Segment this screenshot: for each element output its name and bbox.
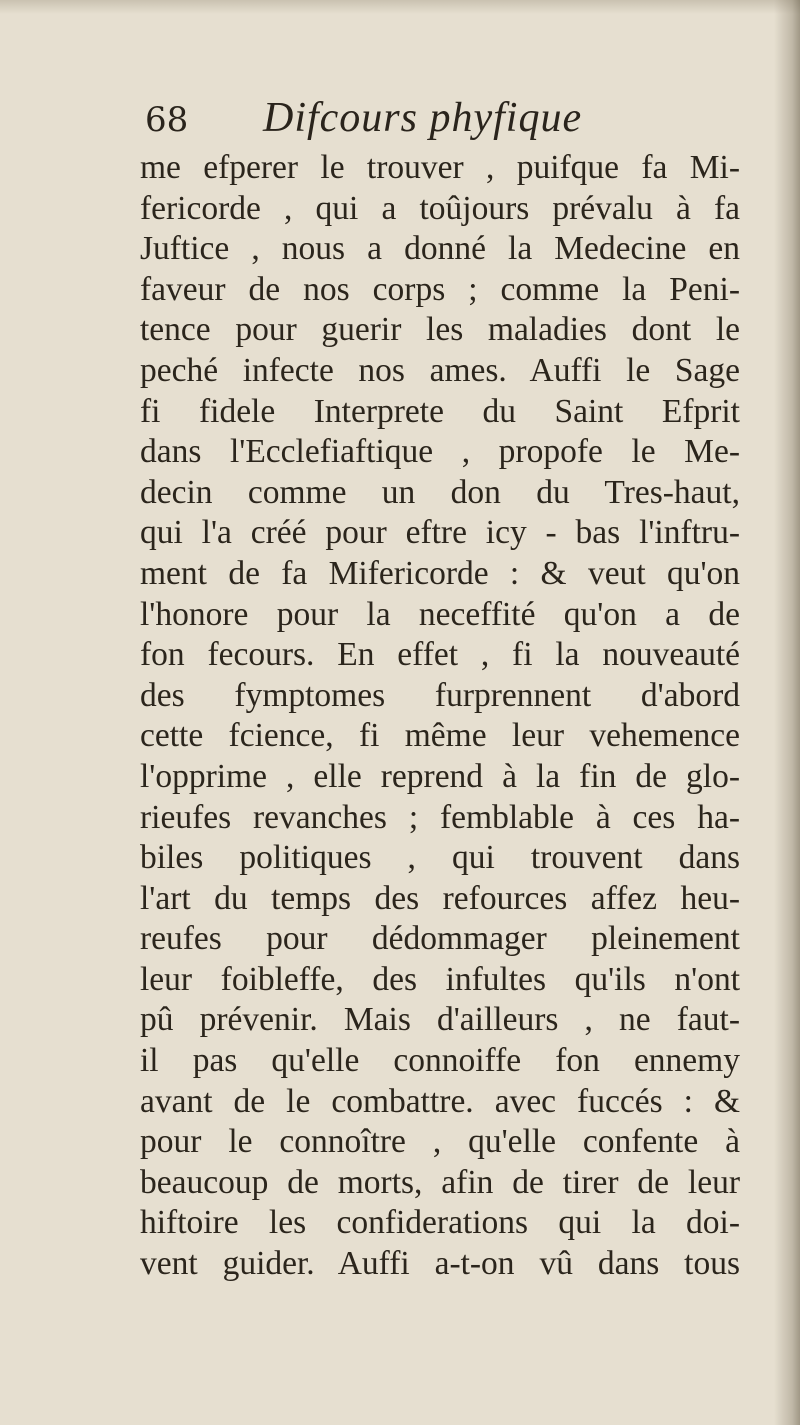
page-header: [145, 90, 765, 150]
text-line: pû prévenir. Mais d'ailleurs , ne faut-: [140, 1001, 740, 1039]
text-line: qui l'a créé pour eftre icy - bas l'inftru-: [140, 514, 740, 552]
body-text: [140, 148, 740, 1285]
text-line: tence pour guerir les maladies dont le: [140, 311, 740, 349]
page-top-edge: [0, 0, 800, 14]
text-line: l'honore pour la neceffité qu'on a de: [140, 595, 740, 633]
text-line: beaucoup de morts, afin de tirer de leur: [140, 1163, 740, 1201]
text-line: leur foibleffe, des infultes qu'ils n'ont: [140, 960, 740, 998]
text-line: l'opprime , elle reprend à la fin de glo-: [140, 757, 740, 795]
text-line: faveur de nos corps ; comme la Peni-: [140, 270, 740, 308]
spine-shadow: [774, 0, 800, 1425]
text-line: rieufes revanches ; femblable à ces ha-: [140, 798, 740, 836]
text-line: fi fidele Interprete du Saint Efprit: [140, 392, 740, 430]
text-line: reufes pour dédommager pleinement: [140, 920, 740, 958]
text-line: il pas qu'elle connoiffe fon ennemy: [140, 1042, 740, 1080]
text-line: decin comme un don du Tres-haut,: [140, 473, 740, 511]
text-line: pour le connoître , qu'elle confente à: [140, 1123, 740, 1161]
text-line: fericorde , qui a toûjours prévalu à fa: [140, 189, 740, 227]
text-line: l'art du temps des refources affez heu-: [140, 879, 740, 917]
text-line: peché infecte nos ames. Auffi le Sage: [140, 351, 740, 389]
text-line: avant de le combattre. avec fuccés : &: [140, 1082, 740, 1120]
text-line: des fymptomes furprennent d'abord: [140, 676, 740, 714]
text-line: hiftoire les confiderations qui la doi-: [140, 1204, 740, 1242]
page-number: 68: [145, 100, 189, 140]
text-line: dans l'Ecclefiaftique , propofe le Me-: [140, 433, 740, 471]
text-line: biles politiques , qui trouvent dans: [140, 839, 740, 877]
text-line: me efperer le trouver , puifque fa Mi-: [140, 149, 740, 186]
text-line: fon fecours. En effet , fi la nouveauté: [140, 636, 740, 674]
text-line: cette fcience, fi même leur vehemence: [140, 717, 740, 755]
text-line: Juftice , nous a donné la Medecine en: [140, 230, 740, 268]
running-title: Difcours phyfique: [263, 95, 583, 141]
text-line: ment de fa Mifericorde : & veut qu'on: [140, 554, 740, 592]
text-line: vent guider. Auffi a-t-on vû dans tous: [140, 1245, 740, 1283]
